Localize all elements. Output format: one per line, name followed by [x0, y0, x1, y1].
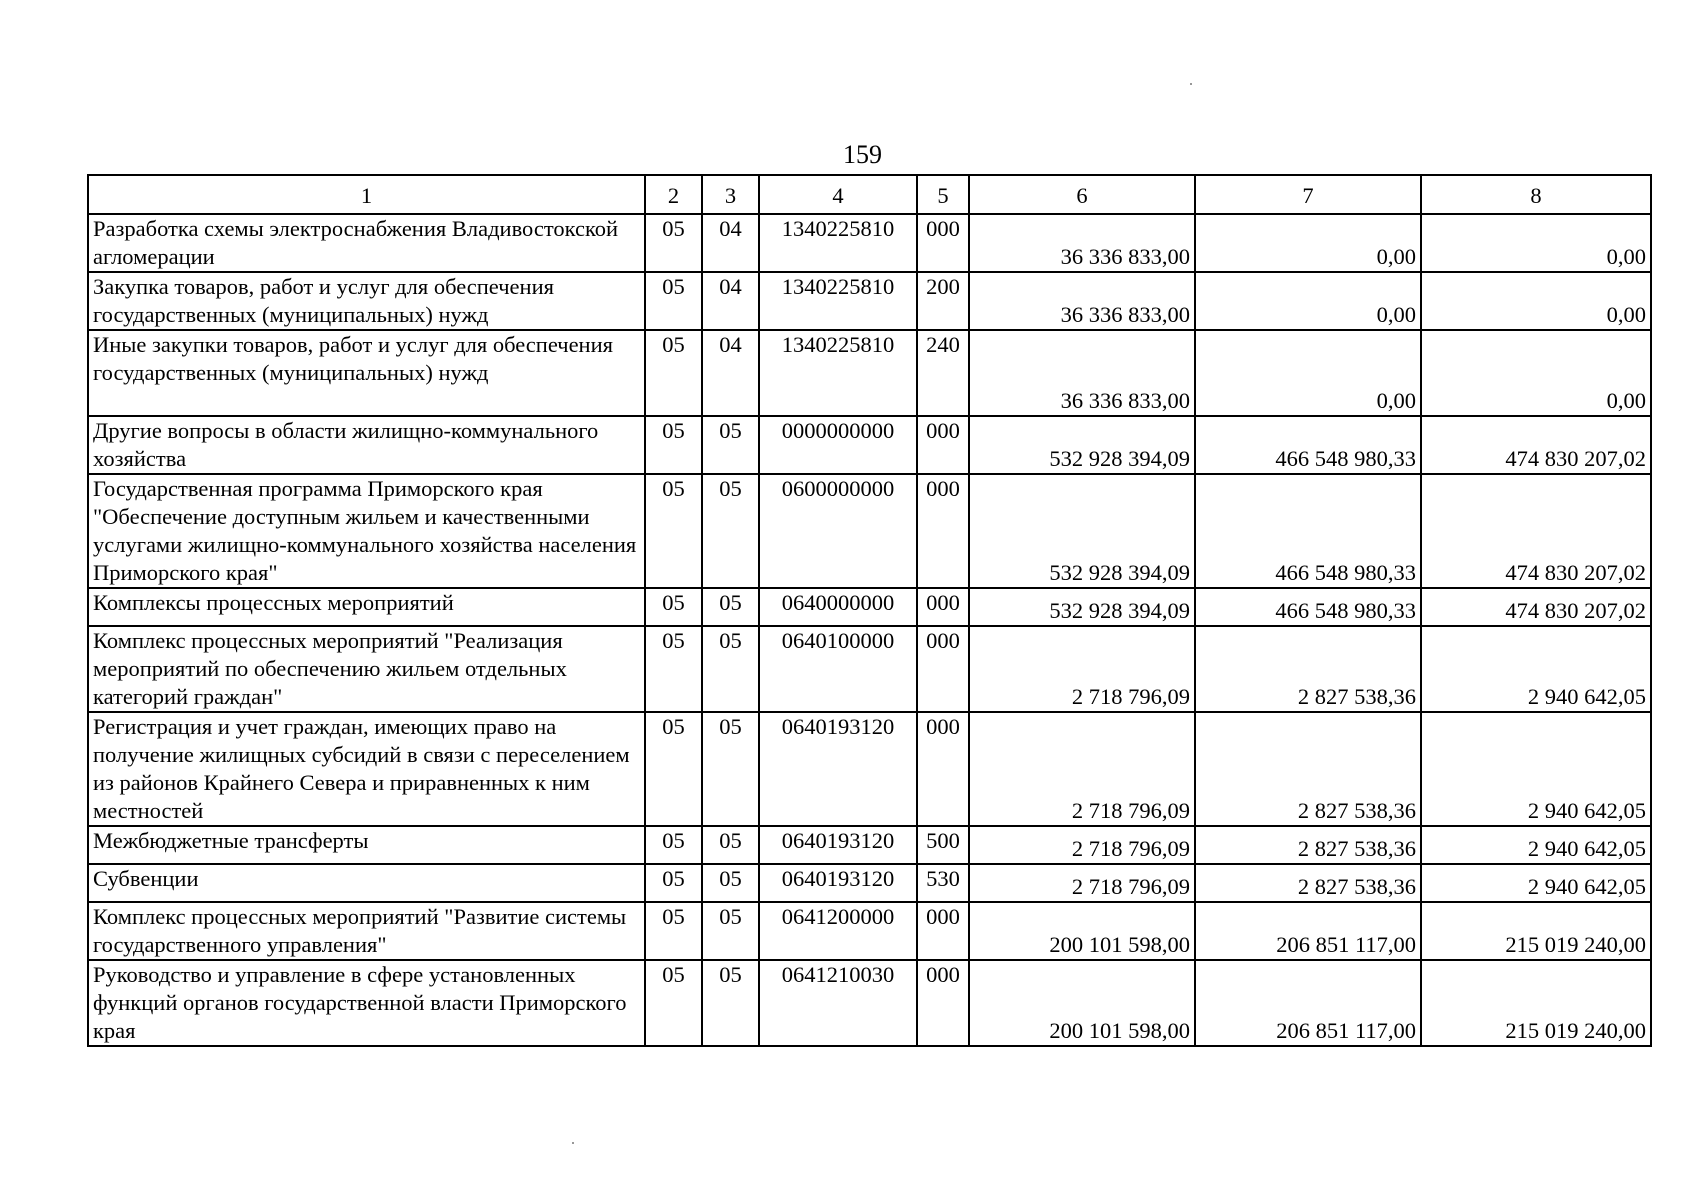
- amount-col-7: 0,00: [1195, 330, 1421, 416]
- amount-col-8: 2 940 642,05: [1421, 864, 1651, 902]
- row-name: Другие вопросы в области жилищно-коммунального хозяйства: [88, 416, 645, 474]
- amount-col-6: 2 718 796,09: [969, 864, 1195, 902]
- table-row: [88, 474, 1651, 588]
- amount-col-7: 206 851 117,00: [1195, 960, 1421, 1046]
- row-name: Закупка товаров, работ и услуг для обеспечения государственных (муниципальных) нужд: [88, 272, 645, 330]
- expense-type-code: 000: [917, 960, 969, 1046]
- table-row: [88, 826, 1651, 864]
- subsection-code: 04: [702, 272, 759, 330]
- scan-speck: [572, 1142, 574, 1144]
- target-article-code: 0640193120: [759, 712, 917, 826]
- table-row: [88, 864, 1651, 902]
- section-code: 05: [645, 960, 702, 1046]
- expense-type-code: 000: [917, 588, 969, 626]
- section-code: 05: [645, 864, 702, 902]
- expense-type-code: 530: [917, 864, 969, 902]
- subsection-code: 05: [702, 474, 759, 588]
- target-article-code: 0000000000: [759, 416, 917, 474]
- row-name: Регистрация и учет граждан, имеющих право на получение жилищных субсидий в связи с переселением из районов Крайнего Севера и приравненных к ним местностей: [88, 712, 645, 826]
- row-name: Межбюджетные трансферты: [88, 826, 645, 864]
- amount-col-6: 36 336 833,00: [969, 330, 1195, 416]
- table-row: [88, 272, 1651, 330]
- section-code: 05: [645, 712, 702, 826]
- amount-col-7: 466 548 980,33: [1195, 588, 1421, 626]
- row-name: Субвенции: [88, 864, 645, 902]
- amount-col-8: 0,00: [1421, 272, 1651, 330]
- page-number: 159: [843, 140, 882, 169]
- target-article-code: 0640193120: [759, 826, 917, 864]
- amount-col-8: 474 830 207,02: [1421, 416, 1651, 474]
- expense-type-code: 000: [917, 712, 969, 826]
- row-name: Иные закупки товаров, работ и услуг для обеспечения государственных (муниципальных) нужд: [88, 330, 645, 416]
- header-cell-2: 2: [645, 175, 702, 214]
- expense-type-code: 200: [917, 272, 969, 330]
- expense-type-code: 000: [917, 626, 969, 712]
- section-code: 05: [645, 826, 702, 864]
- amount-col-7: 466 548 980,33: [1195, 416, 1421, 474]
- subsection-code: 05: [702, 588, 759, 626]
- section-code: 05: [645, 330, 702, 416]
- table-row: [88, 588, 1651, 626]
- table-row: [88, 626, 1651, 712]
- section-code: 05: [645, 474, 702, 588]
- subsection-code: 05: [702, 864, 759, 902]
- section-code: 05: [645, 214, 702, 272]
- table-row: [88, 214, 1651, 272]
- amount-col-8: 0,00: [1421, 330, 1651, 416]
- expense-type-code: 240: [917, 330, 969, 416]
- target-article-code: 1340225810: [759, 214, 917, 272]
- scan-speck: [1190, 83, 1192, 85]
- table-row: [88, 712, 1651, 826]
- amount-col-7: 206 851 117,00: [1195, 902, 1421, 960]
- amount-col-8: 2 940 642,05: [1421, 712, 1651, 826]
- row-name: Комплексы процессных мероприятий: [88, 588, 645, 626]
- target-article-code: 0641200000: [759, 902, 917, 960]
- target-article-code: 1340225810: [759, 330, 917, 416]
- amount-col-7: 2 827 538,36: [1195, 864, 1421, 902]
- target-article-code: 0640193120: [759, 864, 917, 902]
- row-name: Государственная программа Приморского края "Обеспечение доступным жильем и качественными услугами жилищно-коммунального хозяйства населения Приморского края": [88, 474, 645, 588]
- header-cell-7: 7: [1195, 175, 1421, 214]
- amount-col-6: 532 928 394,09: [969, 588, 1195, 626]
- amount-col-8: 474 830 207,02: [1421, 474, 1651, 588]
- header-cell-1: 1: [88, 175, 645, 214]
- subsection-code: 05: [702, 626, 759, 712]
- target-article-code: 0640100000: [759, 626, 917, 712]
- header-cell-4: 4: [759, 175, 917, 214]
- amount-col-7: 466 548 980,33: [1195, 474, 1421, 588]
- amount-col-6: 2 718 796,09: [969, 712, 1195, 826]
- amount-col-8: 2 940 642,05: [1421, 626, 1651, 712]
- section-code: 05: [645, 902, 702, 960]
- amount-col-6: 36 336 833,00: [969, 272, 1195, 330]
- target-article-code: 0640000000: [759, 588, 917, 626]
- amount-col-7: 2 827 538,36: [1195, 826, 1421, 864]
- subsection-code: 05: [702, 712, 759, 826]
- amount-col-6: 2 718 796,09: [969, 626, 1195, 712]
- subsection-code: 05: [702, 960, 759, 1046]
- table-row: [88, 416, 1651, 474]
- target-article-code: 1340225810: [759, 272, 917, 330]
- row-name: Разработка схемы электроснабжения Владивостокской агломерации: [88, 214, 645, 272]
- subsection-code: 05: [702, 416, 759, 474]
- expense-type-code: 000: [917, 416, 969, 474]
- header-row: [88, 175, 1651, 214]
- section-code: 05: [645, 626, 702, 712]
- target-article-code: 0641210030: [759, 960, 917, 1046]
- budget-table: [87, 174, 1652, 1047]
- amount-col-6: 36 336 833,00: [969, 214, 1195, 272]
- amount-col-8: 0,00: [1421, 214, 1651, 272]
- expense-type-code: 000: [917, 902, 969, 960]
- header-cell-6: 6: [969, 175, 1195, 214]
- amount-col-8: 215 019 240,00: [1421, 902, 1651, 960]
- header-cell-8: 8: [1421, 175, 1651, 214]
- amount-col-7: 0,00: [1195, 214, 1421, 272]
- table-row: [88, 902, 1651, 960]
- subsection-code: 05: [702, 826, 759, 864]
- header-cell-5: 5: [917, 175, 969, 214]
- row-name: Руководство и управление в сфере установленных функций органов государственной власти Приморского края: [88, 960, 645, 1046]
- amount-col-6: 200 101 598,00: [969, 902, 1195, 960]
- section-code: 05: [645, 588, 702, 626]
- table-row: [88, 330, 1651, 416]
- expense-type-code: 000: [917, 214, 969, 272]
- subsection-code: 04: [702, 330, 759, 416]
- subsection-code: 05: [702, 902, 759, 960]
- amount-col-8: 2 940 642,05: [1421, 826, 1651, 864]
- target-article-code: 0600000000: [759, 474, 917, 588]
- table-row: [88, 960, 1651, 1046]
- amount-col-6: 2 718 796,09: [969, 826, 1195, 864]
- section-code: 05: [645, 272, 702, 330]
- amount-col-7: 0,00: [1195, 272, 1421, 330]
- amount-col-8: 474 830 207,02: [1421, 588, 1651, 626]
- row-name: Комплекс процессных мероприятий "Развитие системы государственного управления": [88, 902, 645, 960]
- row-name: Комплекс процессных мероприятий "Реализация мероприятий по обеспечению жильем отдельных категорий граждан": [88, 626, 645, 712]
- expense-type-code: 500: [917, 826, 969, 864]
- amount-col-8: 215 019 240,00: [1421, 960, 1651, 1046]
- subsection-code: 04: [702, 214, 759, 272]
- amount-col-6: 532 928 394,09: [969, 416, 1195, 474]
- header-cell-3: 3: [702, 175, 759, 214]
- section-code: 05: [645, 416, 702, 474]
- amount-col-7: 2 827 538,36: [1195, 626, 1421, 712]
- amount-col-6: 200 101 598,00: [969, 960, 1195, 1046]
- expense-type-code: 000: [917, 474, 969, 588]
- amount-col-7: 2 827 538,36: [1195, 712, 1421, 826]
- amount-col-6: 532 928 394,09: [969, 474, 1195, 588]
